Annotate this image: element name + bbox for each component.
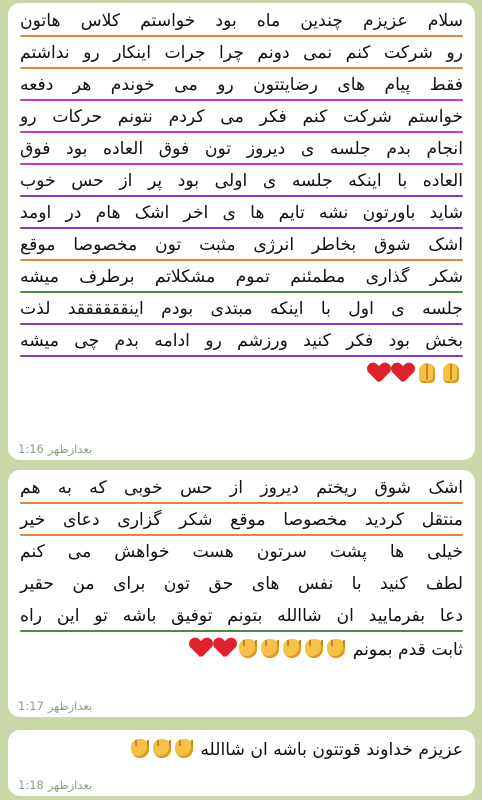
emoji-line	[20, 359, 463, 391]
raised-hands-icon	[325, 637, 347, 659]
red-heart-icon	[392, 363, 414, 383]
message-line: رو شرکت کنم نمی دونم چرا جرات اینکار رو نداشتم	[20, 39, 463, 71]
message-line: منتقل کردید مخصوصا موقع شکر گزاری دعای خیر	[20, 506, 463, 538]
red-heart-icon	[190, 638, 212, 658]
message-line: شاید باورتون نشه تایم ها ی اخر اشک هام در اومد	[20, 199, 463, 231]
message-line: اشک شوق ریختم دیروز از حس خوبی که به هم	[20, 474, 463, 506]
time-period-label: بعدازظهر	[47, 778, 93, 792]
message-line: خیلی ها پشت سرتون هست خواهش می کنم	[20, 542, 463, 562]
emoji-row	[189, 634, 347, 662]
message-line: خواستم شرکت کنم فکر می کردم نتونم حرکات رو	[20, 103, 463, 135]
message-line: بخش بود فکر کنید ورزشم رو ادامه بدم چی میشه	[20, 327, 463, 359]
emoji-row	[367, 359, 463, 387]
message-line: انجام بدم جلسه ی دیروز تون فوق العاده بود فوق	[20, 135, 463, 167]
red-heart-icon	[368, 363, 390, 383]
message-bubble-1[interactable]	[8, 3, 475, 460]
time-period-label: بعدازظهر	[47, 442, 93, 456]
raised-hands-icon	[151, 737, 173, 759]
folded-hands-icon	[416, 362, 438, 384]
message-time: 1:18	[18, 778, 44, 792]
message-line: ثابت قدم بمونم	[20, 634, 463, 666]
message-line: جلسه ی اول با اینکه مبتدی بودم اینققققققد لذت	[20, 295, 463, 327]
message-meta	[18, 442, 92, 456]
message-line: العاده با اینکه جلسه ی اولی بود پر از حس خوب	[20, 167, 463, 199]
time-period-label: بعدازظهر	[47, 699, 93, 713]
message-time: 1:16	[18, 442, 44, 456]
message-line: دعا بفرمایید ان شاالله بتونم توفیق باشه تو این راه	[20, 602, 463, 634]
message-line: فقط پیام های رضایتتون رو می خوندم هر دفعه	[20, 71, 463, 103]
message-line: اشک شوق بخاطر انرژی مثبت تون مخصوصا موقع	[20, 231, 463, 263]
emoji-row	[129, 734, 195, 762]
raised-hands-icon	[129, 737, 151, 759]
red-heart-icon	[214, 638, 236, 658]
raised-hands-icon	[173, 737, 195, 759]
message-line: شکر گذاری مطمئنم تموم مشکلاتم برطرف میشه	[20, 263, 463, 295]
message-meta	[18, 778, 92, 792]
folded-hands-icon	[440, 362, 462, 384]
message-time: 1:17	[18, 699, 44, 713]
message-line: عزیزم خداوند قوتتون باشه ان شاالله	[20, 734, 463, 766]
message-line: سلام عزیزم چندین ماه بود خواستم کلاس هاتون	[20, 7, 463, 39]
raised-hands-icon	[259, 637, 281, 659]
message-bubble-3[interactable]	[8, 730, 475, 796]
raised-hands-icon	[303, 637, 325, 659]
message-line: لطف کنید با نفس های حق تون برای من حقیر	[20, 574, 463, 594]
message-meta	[18, 699, 92, 713]
raised-hands-icon	[281, 637, 303, 659]
raised-hands-icon	[237, 637, 259, 659]
message-bubble-2[interactable]	[8, 470, 475, 717]
